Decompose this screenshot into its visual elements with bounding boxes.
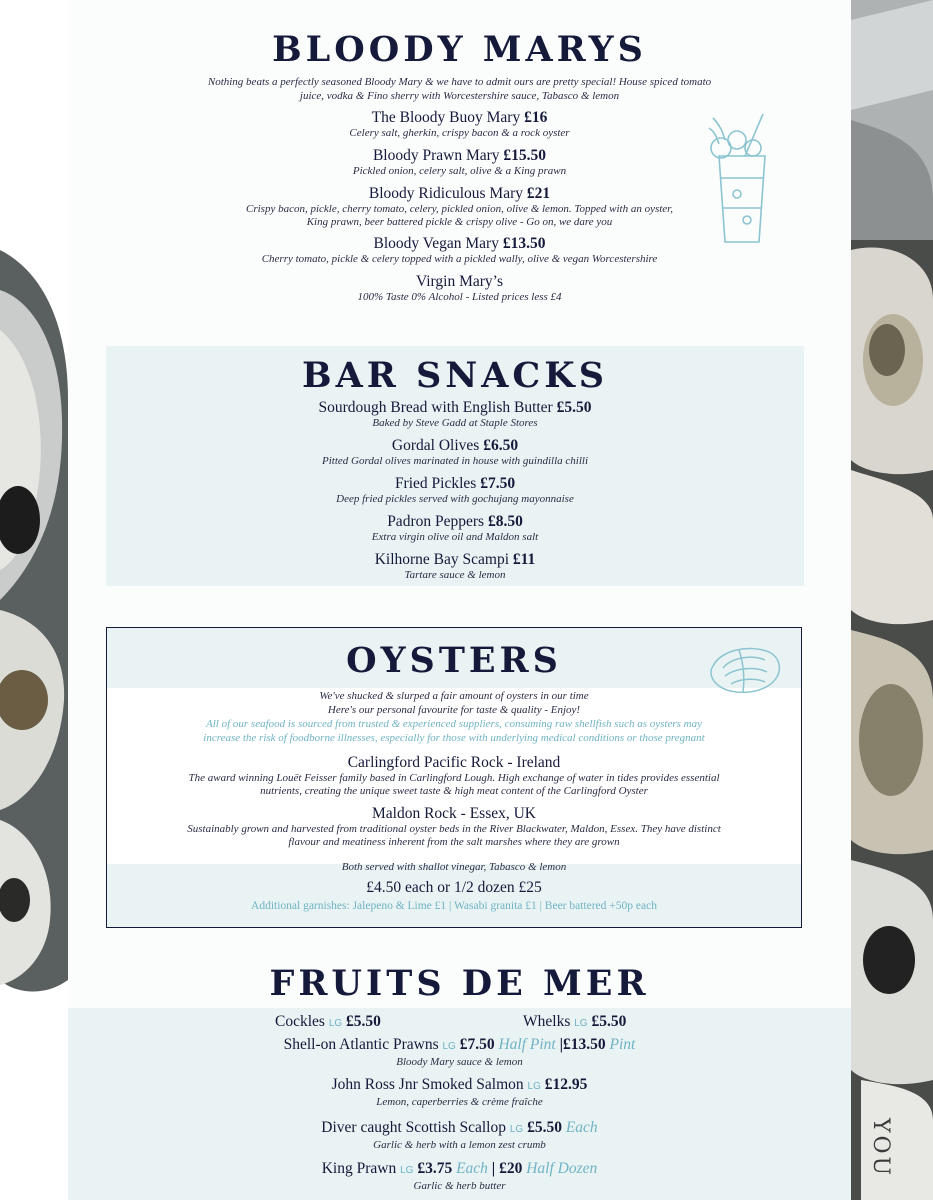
oysters-intro: We've shucked & slurped a fair amount of oysters in our time Here's our personal favourite for taste & quality - Enjoy! bbox=[319, 690, 589, 716]
menu-item: Kilhorne Bay Scampi £11 Tartare sauce & lemon bbox=[374, 551, 536, 581]
item-price: £6.50 bbox=[483, 437, 519, 454]
bar-snacks-title: BAR SNACKS bbox=[302, 355, 608, 396]
menu-item: Sourdough Bread with English Butter £5.50 Baked by Steve Gadd at Staple Stores bbox=[318, 399, 592, 429]
menu-item: Padron Peppers £8.50 Extra virgin olive oil and Maldon salt bbox=[371, 513, 539, 543]
menu-item: Gordal Olives £6.50 Pitted Gordal olives marinated in house with guindilla chilli bbox=[321, 437, 589, 467]
allergy-warning: All of our seafood is sourced from trusted & experienced suppliers, consuming raw shellfish such as oysters may increase the risk of foodborne illnesses, especially for those with underlying medical conditions or those pregnant bbox=[203, 718, 705, 744]
menu-item: John Ross Jnr Smoked Salmon LG £12.95 Lemon, caperberries & crème fraîche bbox=[331, 1076, 588, 1108]
item-name: Bloody Prawn Mary bbox=[372, 147, 500, 164]
oyster-item: Carlingford Pacific Rock - Ireland The award winning Louët Feisser family based in Carlingford Lough. High exchange of water in tides provides essential nutrients, creating the unique sweet taste & high meat content of the Carlingford Oyster bbox=[107, 754, 801, 798]
item-name: Fried Pickles bbox=[394, 475, 477, 492]
oyster-item: Maldon Rock - Essex, UK Sustainably grown and harvested from traditional oyster beds in the River Blackwater, Maldon, Essex. They have distinct flavour and meatiness inherent from the salt marshes where they are grown bbox=[107, 805, 801, 849]
item-price: £8.50 bbox=[487, 513, 523, 530]
oysters-section bbox=[106, 627, 802, 928]
fruits-de-mer-title: FRUITS DE MER bbox=[269, 963, 650, 1004]
item-name: Carlingford Pacific Rock - Ireland bbox=[347, 754, 561, 771]
oysters-price: £4.50 each or 1/2 dozen £25 bbox=[366, 879, 542, 896]
item-name: Bloody Vegan Mary bbox=[373, 235, 499, 252]
oysters-garnishes: Additional garnishes: Jalepeno & Lime £1 | Wasabi granita £1 | Beer battered +50p each bbox=[251, 900, 657, 912]
item-name: Bloody Ridiculous Mary bbox=[368, 185, 523, 202]
fruits-de-mer-section bbox=[68, 962, 851, 1200]
fruits-de-mer-panel bbox=[68, 1008, 851, 1200]
menu-item: Shell-on Atlantic Prawns LG £7.50 Half Pint |£13.50 Pint Bloody Mary sauce & lemon bbox=[283, 1036, 636, 1068]
bloody-marys-title: BLOODY MARYS bbox=[272, 29, 647, 70]
photo-text: YOU bbox=[868, 1118, 893, 1179]
oysters-served-with: Both served with shallot vinegar, Tabasco & lemon bbox=[341, 861, 567, 873]
item-price: £7.50 bbox=[480, 475, 516, 492]
item-name: Kilhorne Bay Scampi bbox=[374, 551, 510, 568]
item-name: Maldon Rock - Essex, UK bbox=[371, 805, 537, 822]
item-price: £15.50 bbox=[503, 147, 547, 164]
menu-item: Virgin Mary’s 100% Taste 0% Alcohol - Listed prices less £4 bbox=[357, 273, 562, 303]
menu-item: Bloody Vegan Mary £13.50 Cherry tomato, pickle & celery topped with a pickled wally, olive & vegan Worcestershire bbox=[261, 235, 658, 265]
whelks-item: Whelks LG £5.50 bbox=[523, 1013, 627, 1030]
item-name: Gordal Olives bbox=[391, 437, 480, 454]
bar-snacks-section bbox=[106, 346, 804, 586]
bloody-mary-glass-icon bbox=[701, 108, 781, 248]
menu-item: Fried Pickles £7.50 Deep fried pickles served with gochujang mayonnaise bbox=[336, 475, 574, 505]
item-price: £16 bbox=[524, 109, 548, 126]
oysters-title: OYSTERS bbox=[346, 640, 562, 681]
menu-item: Diver caught Scottish Scallop LG £5.50 Each Garlic & herb with a lemon zest crumb bbox=[321, 1119, 598, 1151]
menu-page bbox=[68, 0, 851, 1200]
item-price: £13.50 bbox=[502, 235, 546, 252]
item-price: £5.50 bbox=[556, 399, 592, 416]
item-price: £11 bbox=[512, 551, 536, 568]
menu-item: The Bloody Buoy Mary £16 Celery salt, gherkin, crispy bacon & a rock oyster bbox=[349, 109, 570, 139]
item-name: Sourdough Bread with English Butter bbox=[318, 399, 553, 416]
item-name: Virgin Mary’s bbox=[415, 273, 504, 290]
item-name: Padron Peppers bbox=[387, 513, 485, 530]
cockles-item: Cockles LG £5.50 bbox=[275, 1013, 381, 1030]
item-name: The Bloody Buoy Mary bbox=[371, 109, 521, 126]
menu-item: Bloody Prawn Mary £15.50 Pickled onion, celery salt, olive & a King prawn bbox=[352, 147, 567, 177]
menu-item: Bloody Ridiculous Mary £21 Crispy bacon, pickle, cherry tomato, celery, pickled onion, olive & lemon. Topped with an oyster, King prawn, beer battered pickle & crispy olive - Go on, we dare you bbox=[246, 185, 673, 228]
menu-item: King Prawn LG £3.75 Each | £20 Half Dozen Garlic & herb butter bbox=[321, 1160, 598, 1192]
left-oyster-photo bbox=[0, 0, 68, 1200]
right-oyster-photo bbox=[851, 0, 933, 1200]
bloody-marys-intro: Nothing beats a perfectly seasoned Bloody Mary & we have to admit ours are pretty special! House spiced tomato juice, vodka & Fino sherry with Worcestershire sauce, Tabasco & lemon bbox=[207, 76, 712, 102]
item-price: £21 bbox=[526, 185, 551, 202]
